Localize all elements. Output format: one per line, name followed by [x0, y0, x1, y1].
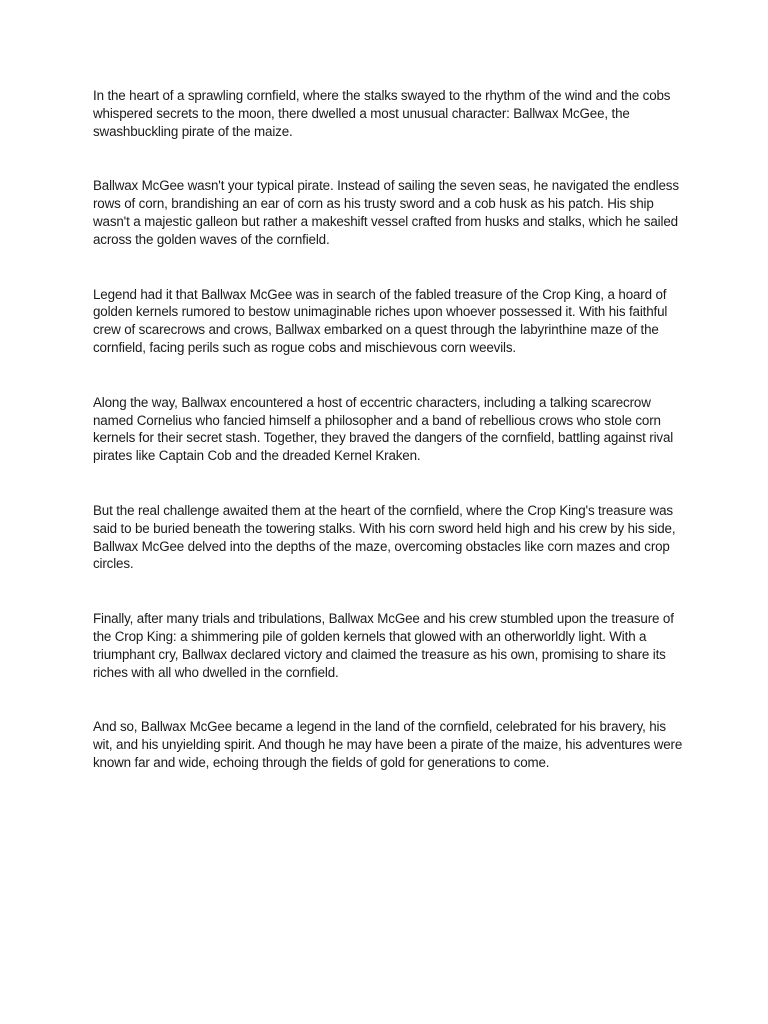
document-body: [93, 87, 683, 809]
paragraph-2: Ballwax McGee wasn't your typical pirate. Instead of sailing the seven seas, he navigated the endless rows of corn, brandishing an ear of corn as his trusty sword and a cob husk as his patch. His ship wasn't a majestic galleon but rather a makeshift vessel crafted from husks and stalks, which he sailed across the golden waves of the cornfield.: [93, 178, 679, 247]
paragraph-7: And so, Ballwax McGee became a legend in the land of the cornfield, celebrated for his bravery, his wit, and his unyielding spirit. And though he may have been a pirate of the maize, his adventures were known far and wide, echoing through the fields of gold for generations to come.: [93, 719, 683, 770]
paragraph-4: Along the way, Ballwax encountered a host of eccentric characters, including a talking scarecrow named Cornelius who fancied himself a philosopher and a band of rebellious crows who stole corn kernels for their secret stash. Together, they braved the dangers of the cornfield, battling against rival pirates like Captain Cob and the dreaded Kernel Kraken.: [93, 394, 674, 464]
paragraph-6: Finally, after many trials and tribulations, Ballwax McGee and his crew stumbled upon the treasure of the Crop King: a shimmering pile of golden kernels that glowed with an otherworldly light. With a triumphant cry, Ballwax declared victory and claimed the treasure as his own, promising to share its riches with all who dwelled in the cornfield.: [93, 611, 674, 680]
paragraph-3: Legend had it that Ballwax McGee was in search of the fabled treasure of the Crop King, a hoard of golden kernels rumored to bestow unimaginable riches upon whoever possessed it. With his faithful crew of scarecrows and crows, Ballwax embarked on a quest through the labyrinthine maze of the cornfield, facing perils such as rogue cobs and mischievous corn weevils.: [93, 286, 668, 355]
paragraph-1: In the heart of a sprawling cornfield, where the stalks swayed to the rhythm of the wind and the cobs whispered secrets to the moon, there dwelled a most unusual character: Ballwax McGee, the swashbuckling pirate of the maize.: [93, 88, 671, 139]
paragraph-5: But the real challenge awaited them at the heart of the cornfield, where the Crop King's treasure was said to be buried beneath the towering stalks. With his corn sword held high and his crew by his side, Ballwax McGee delved into the depths of the maze, overcoming obstacles like corn mazes and crop circles.: [93, 502, 676, 572]
